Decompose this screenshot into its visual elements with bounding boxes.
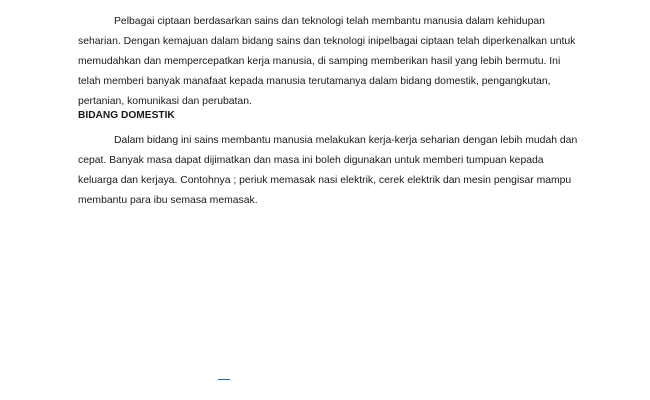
text-cursor-mark xyxy=(218,379,230,380)
section-heading: BIDANG DOMESTIK xyxy=(78,110,175,121)
paragraph-intro xyxy=(78,12,578,112)
cut-off-text-bottom xyxy=(78,393,578,400)
paragraph-intro-text: Pelbagai ciptaan berdasarkan sains dan teknologi telah membantu manusia dalam kehidupan seharian. Dengan kemajuan dalam bidang sains dan teknologi inipelbagai ciptaan telah diperkenalkan untuk memudahkan dan mempercepatkan kerja manusia, di samping memberikan hasil yang lebih bermutu. Ini telah memberi banyak manafaat kepada manusia terutamanya dalam bidang domestik, pengangkutan, pertanian, komunikasi dan perubatan. xyxy=(78,16,576,107)
paragraph-domestic xyxy=(78,131,578,211)
cut-off-text-top xyxy=(70,0,580,2)
paragraph-domestic-text: Dalam bidang ini sains membantu manusia melakukan kerja-kerja seharian dengan lebih mudah dan cepat. Banyak masa dapat dijimatkan dan masa ini boleh digunakan untuk memberi tumpuan kepada keluarga dan kerjaya. Contohnya ; periuk memasak nasi elektrik, cerek elektrik dan mesin pengisar mampu membantu para ibu semasa memasak. xyxy=(78,135,578,206)
